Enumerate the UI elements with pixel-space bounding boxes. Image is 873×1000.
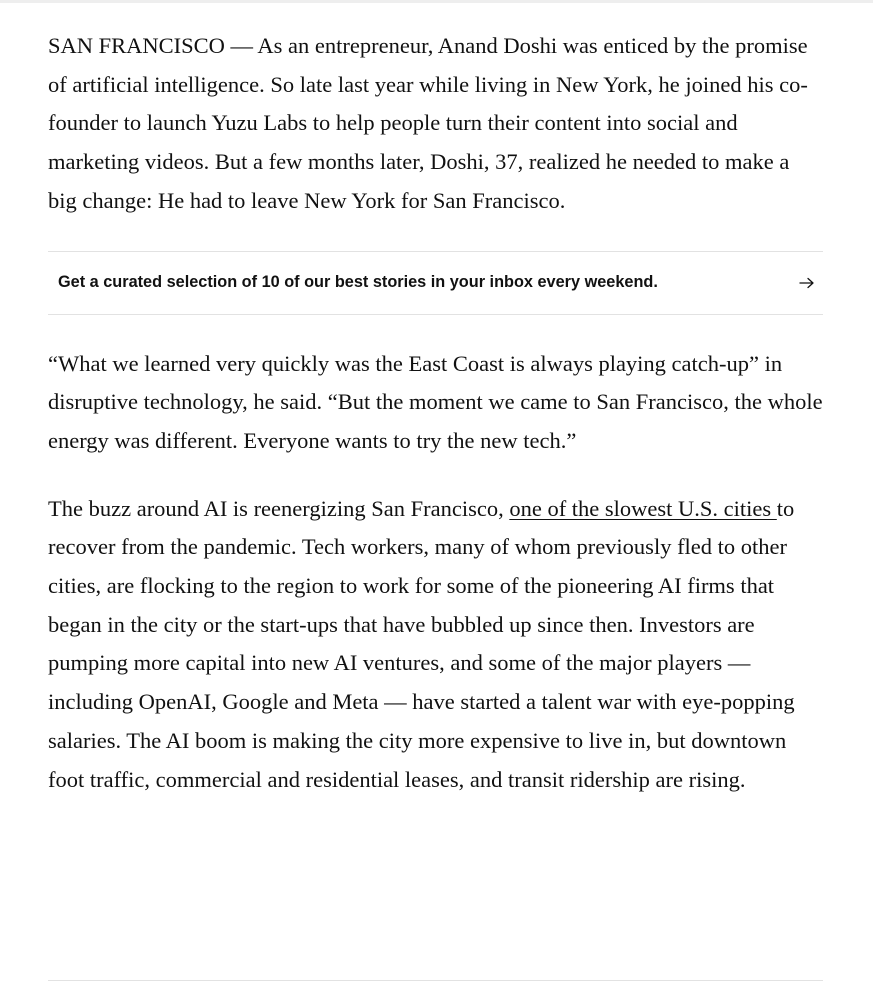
paragraph-text-after-link: to recover from the pandemic. Tech workers, many of whom previously fled to other cities, are flocking to the region to work for some of the pioneering AI firms that began in the city or the start-ups that have bubbled up since then. Investors are pumping more capital into new AI ventures, and some of the major players — including OpenAI, Google and Meta — have started a talent war with eye-popping salaries. The AI boom is making the city more expensive to live in, but downtown foot traffic, commercial and residential leases, and transit ridership are rising. xyxy=(48,495,795,792)
arrow-right-icon xyxy=(799,275,815,291)
paragraph-intro: SAN FRANCISCO — As an entrepreneur, Anand Doshi was enticed by the promise of artificial intelligence. So late last year while living in New York, he joined his co-founder to launch Yuzu Labs to help people turn their content into social and marketing videos. But a few months later, Doshi, 37, realized he needed to make a big change: He had to leave New York for San Francisco. xyxy=(48,33,808,213)
newsletter-promo-text: Get a curated selection of 10 of our best stories in your inbox every weekend. xyxy=(58,273,658,292)
paragraph-text-before-link: The buzz around AI is reenergizing San Francisco, xyxy=(48,495,510,521)
top-divider xyxy=(0,0,873,3)
slowest-cities-link[interactable]: one of the slowest U.S. cities xyxy=(509,495,777,521)
article-body xyxy=(48,27,823,799)
bottom-divider xyxy=(48,980,823,981)
paragraph-ai-buzz xyxy=(48,490,823,800)
paragraph-quote: “What we learned very quickly was the East Coast is always playing catch-up” in disruptive technology, he said. “But the moment we came to San Francisco, the whole energy was different. Everyone wants to try the new tech.” xyxy=(48,350,823,453)
newsletter-signup-promo[interactable] xyxy=(48,251,823,315)
